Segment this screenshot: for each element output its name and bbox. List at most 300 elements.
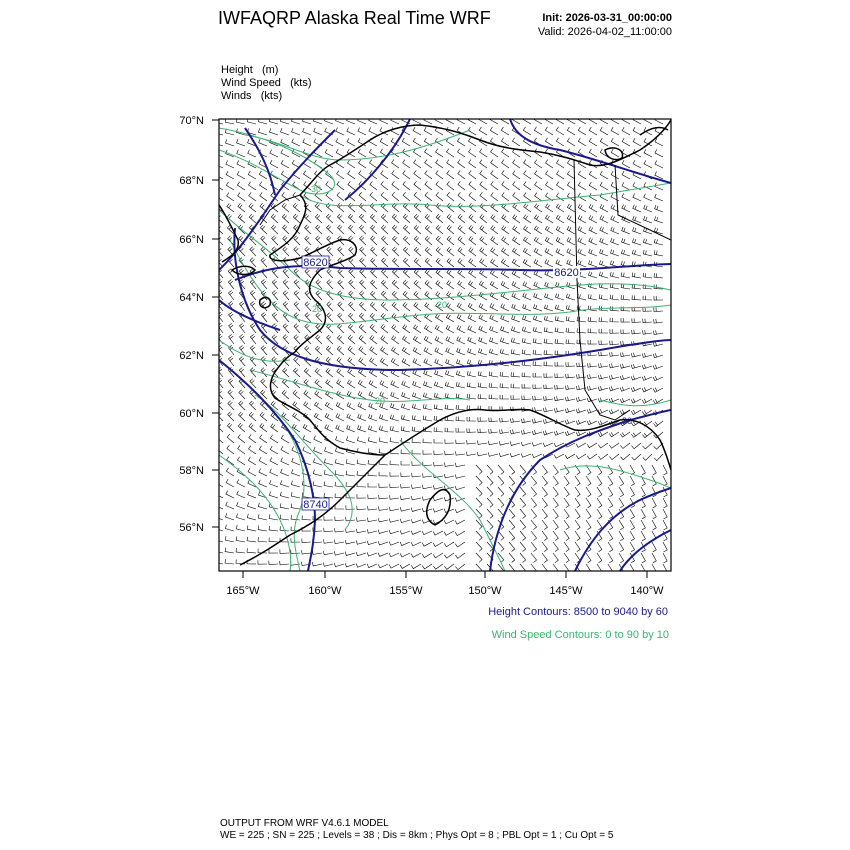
wind-barb (567, 193, 575, 201)
wind-barb (269, 526, 278, 531)
wind-barb (425, 269, 432, 278)
wind-barb (425, 302, 432, 311)
wind-barb (403, 192, 410, 201)
wind-barb (487, 487, 493, 496)
wind-barb (401, 404, 410, 410)
wind-barb (359, 160, 366, 168)
wind-barb (326, 346, 333, 355)
wind-barb (588, 363, 597, 367)
wind-barb (348, 313, 355, 322)
wind-barb (654, 454, 663, 461)
wind-barb (434, 439, 443, 443)
wind-barb (469, 149, 476, 157)
wind-barb (217, 423, 223, 432)
wind-barb (588, 294, 597, 300)
wind-barb (565, 454, 575, 459)
wind-barb (237, 160, 245, 168)
wind-barb (500, 383, 509, 388)
wind-barb (619, 487, 624, 497)
wind-barb (371, 247, 377, 256)
wind-barb (458, 269, 465, 278)
wind-barb (643, 250, 652, 256)
wind-barb (589, 249, 597, 256)
wind-contours-legend: Wind Speed Contours: 0 to 90 by 10 (491, 629, 669, 641)
wind-barb (489, 418, 498, 422)
wind-barb (445, 439, 454, 443)
wind-barb (248, 171, 256, 179)
wind-barb (436, 160, 443, 168)
wind-barb (446, 303, 454, 311)
wind-barb (436, 149, 443, 157)
wind-barb (369, 414, 377, 421)
wind-barb (458, 236, 465, 245)
wind-barb (467, 440, 476, 444)
wind-barb (544, 316, 553, 322)
wind-barb (455, 509, 465, 513)
wind-barb (567, 204, 575, 212)
wind-barb (435, 359, 443, 366)
wind-barb (457, 138, 465, 146)
wind-barb (556, 138, 564, 146)
wind-barb (578, 226, 586, 234)
wind-barb (217, 390, 223, 399)
wind-barb (293, 182, 300, 190)
wind-barb (327, 302, 333, 311)
wind-barb (567, 249, 575, 256)
wind-barb (565, 431, 575, 436)
wind-barb (411, 496, 421, 500)
wind-barb (458, 281, 465, 289)
wind-barb (400, 496, 410, 500)
wind-barb (337, 324, 344, 333)
wind-barb (586, 520, 591, 530)
wind-barb (370, 192, 377, 201)
wind-barb (436, 258, 443, 267)
wind-barb (467, 394, 476, 399)
wind-barb (315, 346, 322, 355)
wind-barb (400, 553, 410, 557)
wind-barb (379, 437, 388, 443)
wind-barb (524, 226, 531, 234)
wind-barb (545, 226, 553, 234)
wind-barb (228, 390, 234, 399)
wind-barb (455, 542, 465, 547)
wind-barb (370, 346, 377, 355)
wind-barb (368, 495, 377, 499)
wind-barb (403, 170, 410, 179)
wind-barb (283, 247, 289, 256)
wind-barb (533, 396, 542, 400)
wind-barb (513, 171, 520, 179)
lat-label: 68°N (179, 175, 204, 187)
wind-barb (510, 442, 520, 446)
wind-barb (294, 291, 300, 300)
wind-barb (371, 280, 377, 289)
wind-barb (403, 269, 410, 278)
wind-barb (456, 359, 465, 366)
wind-barb (630, 542, 635, 552)
wind-barb (490, 270, 498, 278)
wind-barb (348, 335, 355, 344)
wind-barb (502, 160, 509, 168)
wind-barb (633, 116, 641, 124)
wind-barb (523, 304, 531, 311)
wind-barb (533, 316, 542, 322)
wind-barb (392, 258, 399, 267)
wind-barb (469, 258, 476, 267)
wind-barb (291, 504, 300, 509)
wind-barb (553, 520, 558, 530)
wind-barb (359, 302, 366, 311)
wind-barb (576, 454, 586, 459)
latitude-labels (179, 115, 204, 534)
wind-barb (545, 215, 553, 223)
wind-barb (293, 413, 300, 421)
wind-barb (455, 520, 465, 524)
wind-barb (467, 417, 476, 421)
wind-barb (577, 283, 586, 289)
wind-barb (359, 203, 366, 212)
wind-barb (291, 481, 300, 487)
wind-barb (349, 291, 355, 300)
wind-barb (589, 116, 597, 124)
wind-barb (545, 293, 553, 300)
wind-barb (600, 238, 608, 245)
wind-barb (447, 258, 454, 267)
wind-barb (261, 312, 267, 322)
wind-barb (567, 226, 575, 234)
wind-barb (445, 393, 454, 399)
wind-barb (413, 347, 421, 355)
wind-barb (358, 414, 366, 421)
wind-barb (261, 236, 267, 245)
wind-barb (544, 339, 553, 344)
wind-barb (413, 138, 421, 146)
wind-barb (258, 514, 267, 520)
wind-barb (414, 325, 421, 333)
wind-barb (597, 520, 602, 530)
wind-barb (280, 549, 289, 553)
wind-barb (378, 553, 388, 557)
wind-barb (524, 182, 531, 190)
wind-barb (653, 365, 663, 370)
wind-barb (403, 225, 410, 234)
wind-barb (424, 336, 432, 344)
wind-barb (522, 373, 531, 377)
wind-barb (392, 247, 399, 256)
wind-barb (281, 446, 289, 454)
wind-barb (360, 280, 366, 289)
wind-barb (424, 347, 432, 355)
wind-barb (239, 368, 245, 377)
wind-barb (620, 443, 630, 449)
wind-barb (642, 353, 652, 357)
wind-barb (403, 236, 410, 245)
wind-barb (248, 468, 256, 476)
wind-barb (575, 498, 580, 508)
wind-barb (479, 127, 487, 135)
wind-barb (422, 531, 432, 535)
wind-barb (381, 236, 388, 245)
wind-barb (261, 280, 267, 289)
wind-barb (336, 436, 344, 443)
wind-barb (501, 270, 509, 278)
wind-barb (632, 250, 641, 256)
wind-barb (368, 448, 377, 454)
wind-barb (226, 171, 234, 179)
lon-label: 140°W (630, 585, 664, 597)
wind-barb (502, 181, 509, 190)
wind-barb (324, 493, 333, 498)
wind-barb (544, 385, 553, 389)
wind-barb (564, 520, 569, 530)
wind-barb (444, 531, 454, 535)
wind-barb (531, 476, 537, 486)
wind-barb (345, 563, 355, 567)
wind-barb (323, 562, 333, 566)
wind-barb (259, 171, 267, 179)
wind-barb (543, 408, 553, 412)
wind-barb (258, 537, 267, 542)
wind-barb (280, 503, 289, 509)
wind-barb (359, 324, 366, 333)
wind-barb (324, 482, 333, 487)
wind-barb (509, 465, 515, 474)
wind-barb (653, 388, 663, 393)
wind-barb (425, 247, 432, 256)
wind-barb (401, 473, 410, 477)
wind-barb (598, 432, 608, 437)
wind-barb (282, 412, 289, 421)
wind-barb (587, 386, 597, 390)
lat-label: 56°N (179, 522, 204, 534)
wind-barb (345, 528, 355, 532)
wind-barb (522, 327, 531, 333)
wind-barb (314, 447, 322, 454)
wind-barb (304, 214, 311, 223)
wind-barb (565, 408, 575, 412)
wind-barb (555, 385, 564, 389)
wind-barb (357, 437, 366, 443)
wind-barb (292, 128, 300, 135)
wind-barb (217, 290, 223, 300)
wind-barb (335, 528, 344, 532)
wind-barb (402, 138, 410, 146)
wind-barb (491, 192, 498, 201)
wind-barb (334, 551, 344, 555)
wind-barb (632, 443, 641, 449)
wind-barb (444, 474, 454, 478)
wind-barb (531, 542, 537, 552)
wind-barb (237, 182, 245, 190)
wind-barb (619, 465, 624, 475)
wind-barb (622, 127, 630, 135)
wind-barb (436, 192, 443, 201)
wind-barb (663, 509, 667, 519)
wind-barb (520, 553, 526, 563)
wind-barb (446, 325, 454, 333)
field-name: Height (221, 64, 253, 76)
wind-barb (425, 181, 432, 190)
wind-barb (654, 296, 663, 300)
wind-barb (305, 313, 311, 322)
wind-barb (586, 509, 591, 519)
wind-barb (345, 540, 355, 544)
wind-barb (261, 301, 267, 311)
wind-barb (611, 193, 619, 201)
wind-barb (379, 495, 388, 499)
wind-barb (555, 305, 564, 311)
field-units: (m) (261, 64, 279, 76)
wind-barb (489, 383, 498, 388)
wind-label-text: 20 (437, 300, 448, 310)
wind-barb (261, 379, 267, 388)
wind-barb (533, 361, 542, 366)
wind-barb (313, 458, 322, 465)
wind-barb (663, 465, 667, 475)
wind-barb (545, 204, 553, 212)
wind-barb (480, 247, 487, 256)
wind-barb (545, 248, 553, 256)
wind-barb (643, 454, 652, 460)
wind-barb (598, 409, 608, 414)
wind-barb (370, 302, 377, 311)
wind-barb (239, 301, 245, 311)
wind-barb (531, 520, 537, 530)
wind-barb (642, 376, 652, 381)
wind-barb (326, 368, 333, 377)
wind-barb (338, 313, 344, 322)
wind-barb (480, 149, 487, 157)
wind-barb (370, 214, 377, 223)
wind-barb (509, 531, 515, 540)
wind-barb (566, 362, 575, 366)
wind-barb (248, 457, 256, 465)
wind-barb (489, 372, 498, 377)
wind-barb (509, 509, 515, 518)
wind-barb (542, 465, 547, 475)
wind-barb (304, 402, 311, 410)
wind-barb (337, 335, 344, 344)
wind-barb (228, 401, 234, 410)
wind-barb (553, 531, 558, 541)
wind-barb (271, 225, 278, 234)
wind-barb (476, 553, 482, 562)
wind-barb (226, 513, 234, 520)
wind-barb (611, 216, 619, 223)
wind-barb (608, 509, 613, 519)
wind-barb (259, 480, 267, 487)
wind-barb (392, 170, 399, 179)
wind-barb (250, 334, 256, 344)
wind-barb (313, 493, 322, 498)
wind-barb (643, 443, 652, 449)
wind-barb (370, 291, 377, 300)
wind-barb (611, 182, 619, 190)
wind-barb (531, 487, 537, 497)
wind-barb (447, 149, 454, 157)
wind-barb (597, 487, 602, 497)
wind-barb (249, 203, 256, 212)
wind-barb (599, 317, 608, 322)
field-name: Winds (221, 90, 252, 102)
wind-barb (324, 528, 333, 532)
wind-barb (633, 127, 641, 135)
wind-barb (458, 170, 465, 179)
wind-barb (389, 564, 399, 568)
wind-barb (564, 531, 569, 541)
wind-barb (609, 454, 619, 460)
wind-barb (619, 531, 624, 541)
wind-barb (315, 214, 322, 223)
wind-barb (250, 258, 256, 267)
wind-barb (588, 317, 597, 322)
wind-barb (641, 487, 645, 497)
wind-barb (545, 127, 553, 135)
wind-barb (237, 171, 245, 179)
wind-barb (413, 381, 421, 388)
wind-barb (444, 542, 454, 547)
height-contours-legend: Height Contours: 8500 to 9040 by 60 (488, 606, 668, 618)
wind-barb (589, 204, 597, 212)
wind-barb (545, 237, 553, 245)
wind-barb (261, 247, 267, 256)
wind-barb (225, 536, 234, 542)
wind-barb (227, 445, 234, 454)
wind-barb (360, 269, 366, 278)
wind-barb (336, 138, 344, 146)
wind-barb (381, 170, 388, 179)
wind-barb (447, 170, 454, 179)
wind-barb (260, 225, 267, 234)
wind-barb (271, 424, 278, 432)
wind-barb (217, 401, 223, 410)
wind-barb (480, 170, 487, 179)
wind-barb (641, 520, 645, 530)
wind-barb (369, 380, 377, 388)
wind-barb (633, 138, 641, 146)
wind-barb (391, 381, 399, 388)
wind-barb (445, 451, 454, 455)
wind-barb (622, 160, 630, 168)
wind-barb (631, 410, 641, 415)
wind-barb (403, 280, 410, 289)
wind-barb (347, 402, 355, 410)
wind-barb (422, 485, 432, 489)
wind-barb (370, 324, 377, 333)
wind-barb (554, 408, 564, 412)
wind-barb (458, 203, 465, 212)
wind-barb (631, 398, 641, 403)
wind-barb (609, 398, 619, 403)
wind-barb (577, 374, 586, 378)
wind-barb (542, 476, 547, 486)
wind-barb (314, 402, 322, 410)
wind-barb (468, 348, 476, 355)
wind-barb (348, 203, 355, 212)
wind-barb (360, 247, 366, 256)
wind-barb (499, 429, 509, 433)
wind-barb (531, 553, 537, 563)
wind-barb (260, 192, 267, 201)
wind-barb (598, 375, 608, 379)
wind-barb (589, 226, 597, 234)
wind-barb (390, 484, 399, 488)
wind-barb (348, 369, 355, 377)
wind-barb (336, 128, 344, 135)
wind-barb (644, 116, 652, 124)
wind-barb (491, 149, 498, 157)
